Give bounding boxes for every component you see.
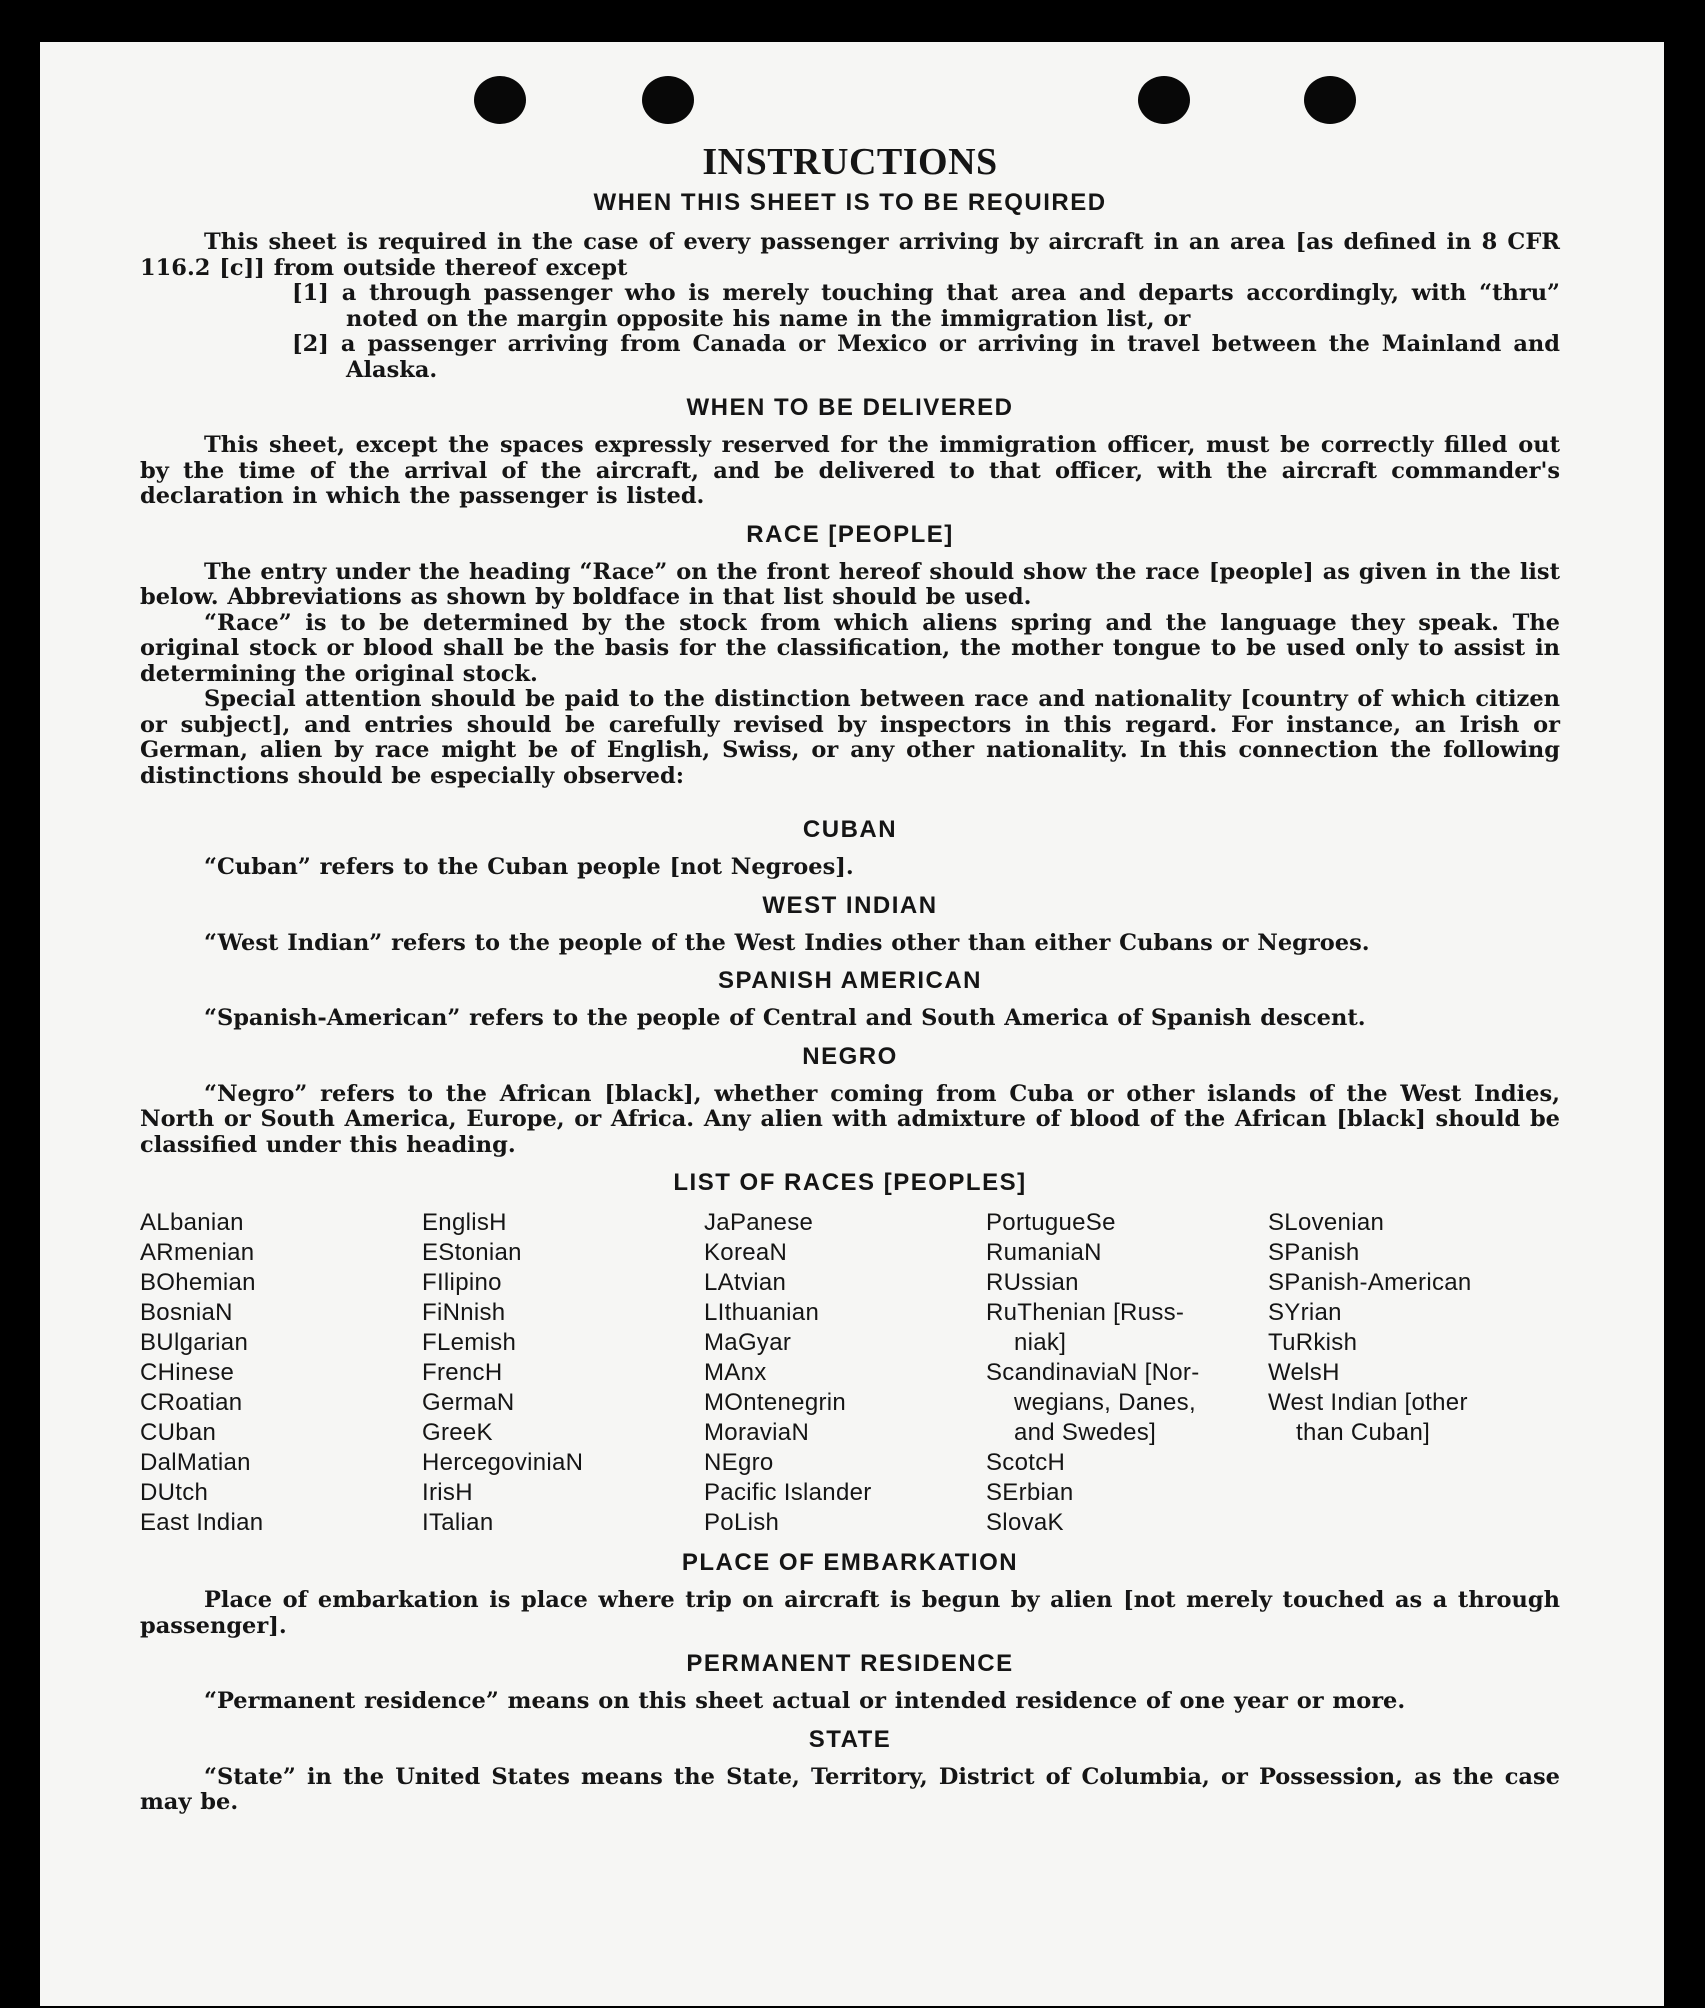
required-item-1: [1] a through passenger who is merely touching that area and departs accordingly, with “thru” noted on the margin opposite his name in the immigration list, or [292,280,1560,332]
race-paragraph-2: “Race” is to be determined by the stock from which aliens spring and the language they speak. The original stock or blood shall be the basis for the classification, the mother tongue to be used only to assist in determining the original stock. [140,609,1560,687]
heading-cuban: CUBAN [802,816,898,843]
race-item: GreeK [422,1419,493,1446]
race-item: ScotcH [986,1449,1066,1476]
race-item: MAnx [704,1359,767,1386]
race-item: MaGyar [704,1329,792,1356]
residence-text: “Permanent residence” means on this sheet actual or intended residence of one year or more. [204,1688,1406,1714]
race-item: LAtvian [704,1269,787,1296]
race-item: ScandinaviaN [Nor- [986,1359,1200,1386]
race-item: WelsH [1268,1359,1340,1386]
heading-west-indian: WEST INDIAN [762,891,938,919]
negro-text: “Negro” refers to the African [black], whether coming from Cuba or other islands of the West Indies, North or South America, Europe, or Africa. Any alien with admixture of blood of the African [black] should be classified under this heading. [140,1080,1560,1158]
race-item: NEgro [704,1449,774,1476]
race-item: DUtch [140,1479,209,1506]
race-item: Pacific Islander [704,1479,872,1506]
race-item: West Indian [other [1268,1389,1468,1416]
race-item: RUssian [986,1269,1079,1296]
required-item-2: [2] a passenger arriving from Canada or Mexico or arriving in travel between the Mainland and Alaska. [292,331,1560,383]
race-item: SErbian [986,1479,1074,1506]
race-item: MoraviaN [704,1419,810,1446]
page-title: INSTRUCTIONS [702,141,998,183]
race-item: RumaniaN [986,1239,1102,1266]
heading-spanish-american: SPANISH AMERICAN [717,967,982,994]
embarkation-text: Place of embarkation is place where trip on aircraft is begun by alien [not merely touched as a through passenger]. [140,1587,1560,1639]
required-intro: This sheet is required in the case of every passenger arriving by aircraft in an area [as defined in 8 CFR 116.2 [c]] from outside thereof except [140,229,1560,281]
cuban-text: “Cuban” refers to the Cuban people [not Negroes]. [204,854,854,880]
race-item: CUban [140,1419,217,1446]
punch-hole [642,76,694,124]
delivered-text: This sheet, except the spaces expressly reserved for the immigration officer, must be correctly filled out by the time of the arrival of the aircraft, and be delivered to that officer, with the aircraft commander's declaration in which the passenger is listed. [140,432,1560,509]
race-item: LIthuanian [704,1299,820,1326]
heading-embarkation: PLACE OF EMBARKATION [681,1549,1019,1576]
race-item: EStonian [422,1239,522,1266]
heading-list-of-races: LIST OF RACES [PEOPLES] [673,1169,1027,1196]
heading-negro: NEGRO [802,1042,898,1070]
state-text: “State” in the United States means the State, Territory, District of Columbia, or Possession, as the case may be. [140,1763,1560,1815]
race-item-continued: than Cuban] [1296,1419,1431,1446]
race-item: PortugueSe [986,1209,1116,1236]
punch-hole [1304,76,1356,124]
race-item: SPanish-American [1268,1269,1472,1296]
document-sheet [40,42,1664,2006]
heading-state: STATE [808,1725,892,1753]
punch-hole [1138,76,1190,124]
race-item: ALbanian [140,1209,244,1236]
race-item: FLemish [422,1329,517,1356]
race-item: HercegoviniaN [422,1449,584,1476]
races-column-1 [140,1208,422,1538]
race-item: SYrian [1268,1299,1342,1326]
race-item: SlovaK [986,1509,1064,1536]
race-item: RuThenian [Russ- [986,1299,1185,1326]
races-column-2 [422,1208,704,1538]
race-item: FrencH [422,1359,503,1386]
race-item: BosniaN [140,1299,233,1326]
race-item: EnglisH [422,1209,507,1236]
races-column-3 [704,1208,986,1538]
race-item-continued: and Swedes] [1014,1419,1157,1446]
race-item: East Indian [140,1509,264,1536]
heading-required: WHEN THIS SHEET IS TO BE REQUIRED [593,189,1107,216]
race-item: IrisH [422,1479,473,1506]
race-item: PoLish [704,1509,780,1536]
heading-permanent-residence: PERMANENT RESIDENCE [686,1650,1014,1677]
race-item: MOntenegrin [704,1389,847,1416]
race-item: SLovenian [1268,1209,1385,1236]
race-item: CRoatian [140,1389,243,1416]
race-paragraph-1: The entry under the heading “Race” on the front hereof should show the race [people] as given in the list below. Abbreviations as shown by boldface in that list should be used. [140,558,1560,610]
race-item: CHinese [140,1359,235,1386]
race-paragraph-3: Special attention should be paid to the distinction between race and nationality [country of which citizen or subject], and entries should be carefully revised by inspectors in this regard. For instance, an Irish or German, alien by race might be of English, Swiss, or any other nationality. In this connection the following distinctions should be especially observed: [140,686,1560,789]
races-column-5 [1268,1208,1550,1538]
race-item: JaPanese [704,1209,814,1236]
race-item: ARmenian [140,1239,255,1266]
spanish-american-text: “Spanish-American” refers to the people of Central and South America of Spanish descent. [204,1005,1366,1031]
race-item: FIlipino [422,1269,502,1296]
races-column-4 [986,1208,1268,1538]
heading-race: RACE [PEOPLE] [746,520,954,548]
race-item: BUlgarian [140,1329,249,1356]
west-indian-text: “West Indian” refers to the people of the West Indies other than either Cubans or Negroes. [204,929,1370,956]
race-item: ITalian [422,1509,494,1536]
race-item: SPanish [1268,1239,1360,1266]
document-content [140,140,1560,1816]
race-item: BOhemian [140,1269,256,1296]
race-item: TuRkish [1268,1329,1358,1356]
race-item: DalMatian [140,1449,251,1476]
race-item: KoreaN [704,1239,788,1266]
punch-hole [474,76,526,124]
race-item: GermaN [422,1389,515,1416]
race-item-continued: wegians, Danes, [1014,1389,1196,1416]
race-item-continued: niak] [1014,1329,1067,1356]
heading-delivered: WHEN TO BE DELIVERED [686,394,1014,421]
race-item: FiNnish [422,1299,506,1326]
races-list [140,1208,1560,1538]
